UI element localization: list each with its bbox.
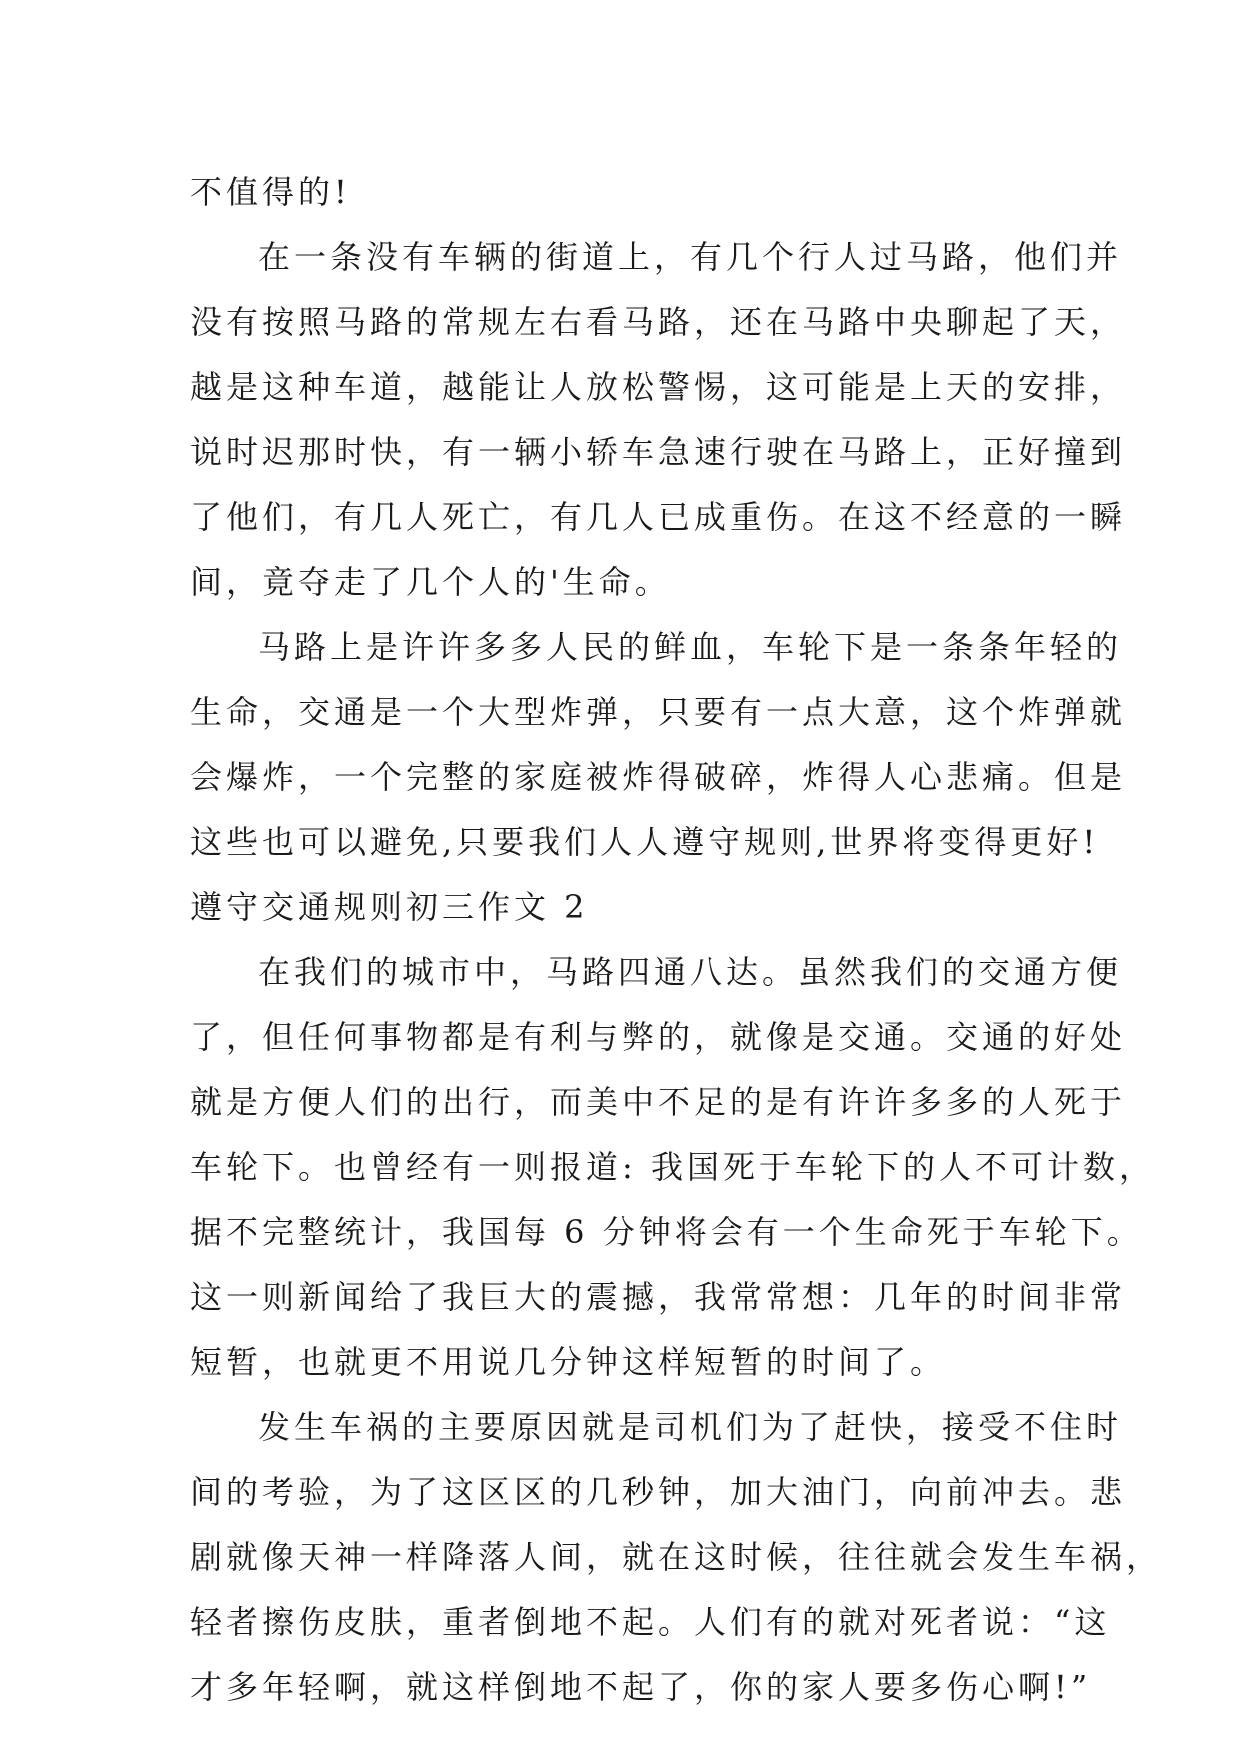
paragraph-start-line: 在我们的城市中，马路四通八达。虽然我们的交通方便: [258, 953, 1123, 991]
paragraph-start-line: 马路上是许许多多人民的鲜血，车轮下是一条条年轻的: [258, 628, 1123, 666]
text-line: 短暂，也就更不用说几分钟这样短暂的时间了。: [190, 1343, 947, 1381]
section-heading: 遵守交通规则初三作文 2: [190, 888, 589, 926]
text-line: 生命，交通是一个大型炸弹，只要有一点大意，这个炸弹就: [190, 693, 1127, 731]
text-line: 间，竟夺走了几个人的'生命。: [190, 563, 671, 601]
text-line: 越是这种车道，越能让人放松警惕，这可能是上天的安排，: [190, 368, 1127, 406]
text-line: 这些也可以避免,只要我们人人遵守规则,世界将变得更好!: [190, 823, 1100, 861]
paragraph-start-line: 在一条没有车辆的街道上，有几个行人过马路，他们并: [258, 238, 1123, 276]
text-line: 车轮下。也曾经有一则报道: 我国死于车轮下的人不可计数，: [190, 1148, 1155, 1186]
text-line: 这一则新闻给了我巨大的震撼，我常常想：几年的时间非常: [190, 1278, 1127, 1316]
paragraph-start-line: 发生车祸的主要原因就是司机们为了赶快，接受不住时: [258, 1408, 1123, 1446]
text-line: 剧就像天神一样降落人间，就在这时候，往往就会发生车祸，: [190, 1538, 1163, 1576]
text-line: 就是方便人们的出行，而美中不足的是有许许多多的人死于: [190, 1083, 1127, 1121]
text-line: 没有按照马路的常规左右看马路，还在马路中央聊起了天，: [190, 303, 1127, 341]
text-line: 了，但任何事物都是有利与弊的，就像是交通。交通的好处: [190, 1018, 1127, 1056]
text-line: 说时迟那时快，有一辆小轿车急速行驶在马路上，正好撞到: [190, 433, 1127, 471]
text-line: 不值得的!: [190, 173, 351, 211]
text-line: 间的考验，为了这区区的几秒钟，加大油门，向前冲去。悲: [190, 1473, 1127, 1511]
text-line: 才多年轻啊，就这样倒地不起了，你的家人要多伤心啊!”: [190, 1668, 1092, 1706]
text-line: 据不完整统计，我国每 6 分钟将会有一个生命死于车轮下。: [190, 1213, 1143, 1251]
text-line: 轻者擦伤皮肤，重者倒地不起。人们有的就对死者说：“这: [190, 1603, 1111, 1641]
text-line: 会爆炸，一个完整的家庭被炸得破碎，炸得人心悲痛。但是: [190, 758, 1127, 796]
document-body: [190, 160, 1163, 1720]
text-line: 了他们，有几人死亡，有几人已成重伤。在这不经意的一瞬: [190, 498, 1127, 536]
